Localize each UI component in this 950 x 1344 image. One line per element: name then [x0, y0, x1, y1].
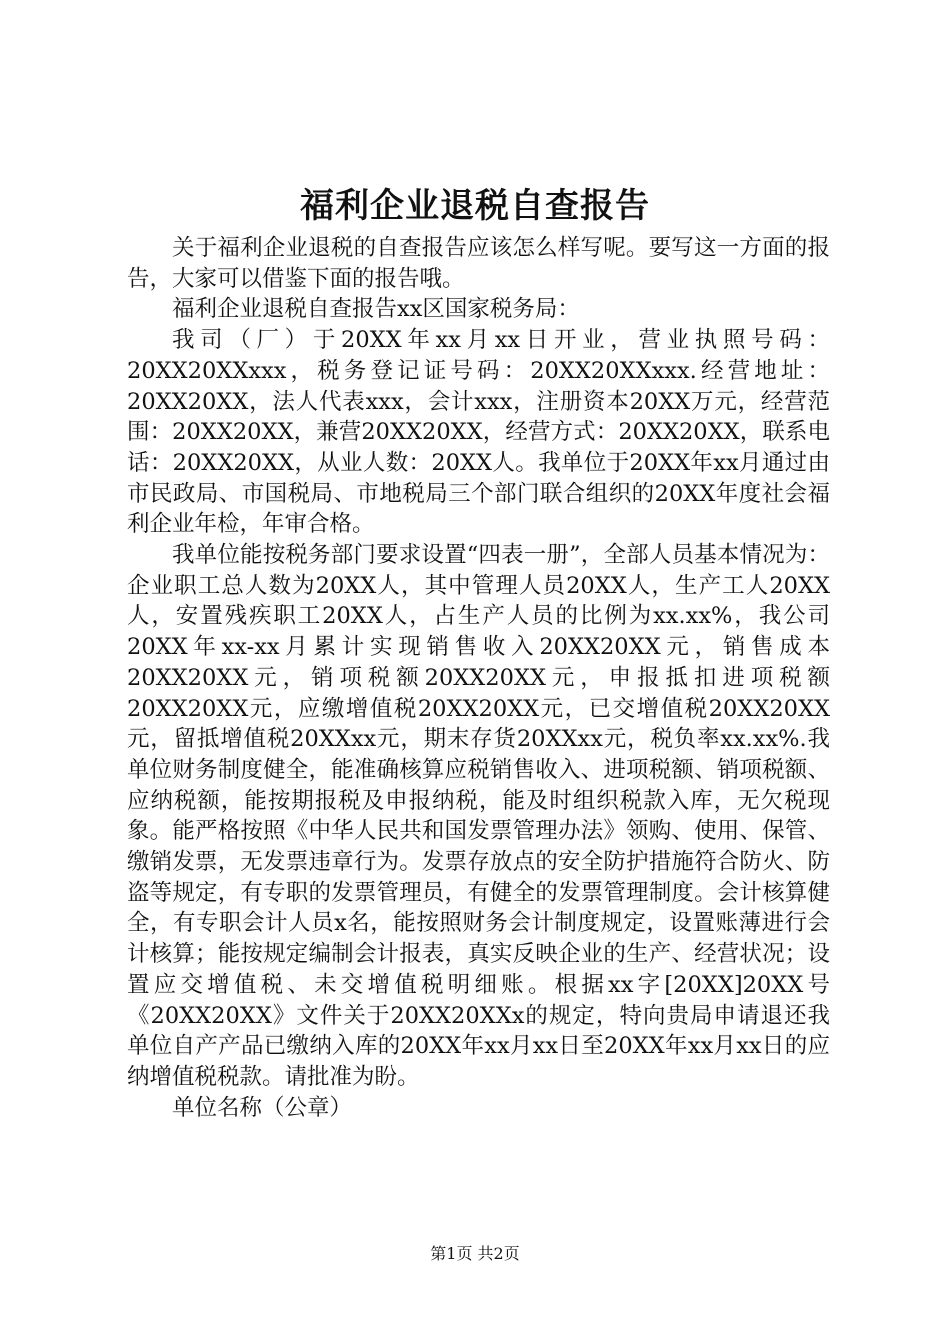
tax-status-paragraph: 我单位能按税务部门要求设置“四表一册”，全部人员基本情况为：企业职工总人数为20XX人，其中管理人员20XX人，生产工人20XX人，安置残疾职工20XX人，占生产人员的比例为xx.xx%，我公司20XX年xx-xx月累计实现销售收入20XX20XX元，销售成本20XX20XX元，销项税额20XX20XX元，申报抵扣进项税额20XX20XX元，应缴增值税20XX20XX元，已交增值税20XX20XX元，留抵增值税20XXxx元，期末存货20XXxx元，税负率xx.xx%.我单位财务制度健全，能准确核算应税销售收入、进项税额、销项税额、应纳税额，能按期报税及申报纳税，能及时组织税款入库，无欠税现象。能严格按照《中华人民共和国发票管理办法》领购、使用、保管、缴销发票，无发票违章行为。发票存放点的安全防护措施符合防火、防盗等规定，有专职的发票管理员，有健全的发票管理制度。会计核算健全，有专职会计人员x名，能按照财务会计制度规定，设置账薄进行会计核算；能按规定编制会计报表，真实反映企业的生产、经营状况；设置应交增值税、未交增值税明细账。根据xx字[20XX]20XX号《20XX20XX》文件关于20XX20XXx的规定，特向贵局申请退还我单位自产产品已缴纳入库的20XX年xx月xx日至20XX年xx月xx日的应纳增值税税款。请批准为盼。: [127, 542, 830, 1090]
signature-line: 单位名称（公章）: [172, 1094, 353, 1121]
company-info-paragraph: 我司（厂）于20XX年xx月xx日开业，营业执照号码：20XX20XXxxx，税务登记证号码：20XX20XXxxx.经营地址：20XX20XX，法人代表xxx，会计xxx，注册资本20XX万元，经营范围：20XX20XX，兼营20XX20XX，经营方式：20XX20XX，联系电话：20XX20XX，从业人数：20XX人。我单位于20XX年xx月通过由市民政局、市国税局、市地税局三个部门联合组织的20XX年度社会福利企业年检，年审合格。: [127, 327, 830, 538]
document-body: [127, 233, 830, 1123]
salutation-paragraph: 福利企业退税自查报告xx区国家税务局：: [172, 296, 580, 323]
page-footer: 第1页 共2页: [430, 1244, 520, 1263]
document-title: 福利企业退税自查报告: [300, 186, 650, 226]
intro-paragraph: 关于福利企业退税的自查报告应该怎么样写呢。要写这一方面的报告，大家可以借鉴下面的报告哦。: [127, 235, 830, 292]
